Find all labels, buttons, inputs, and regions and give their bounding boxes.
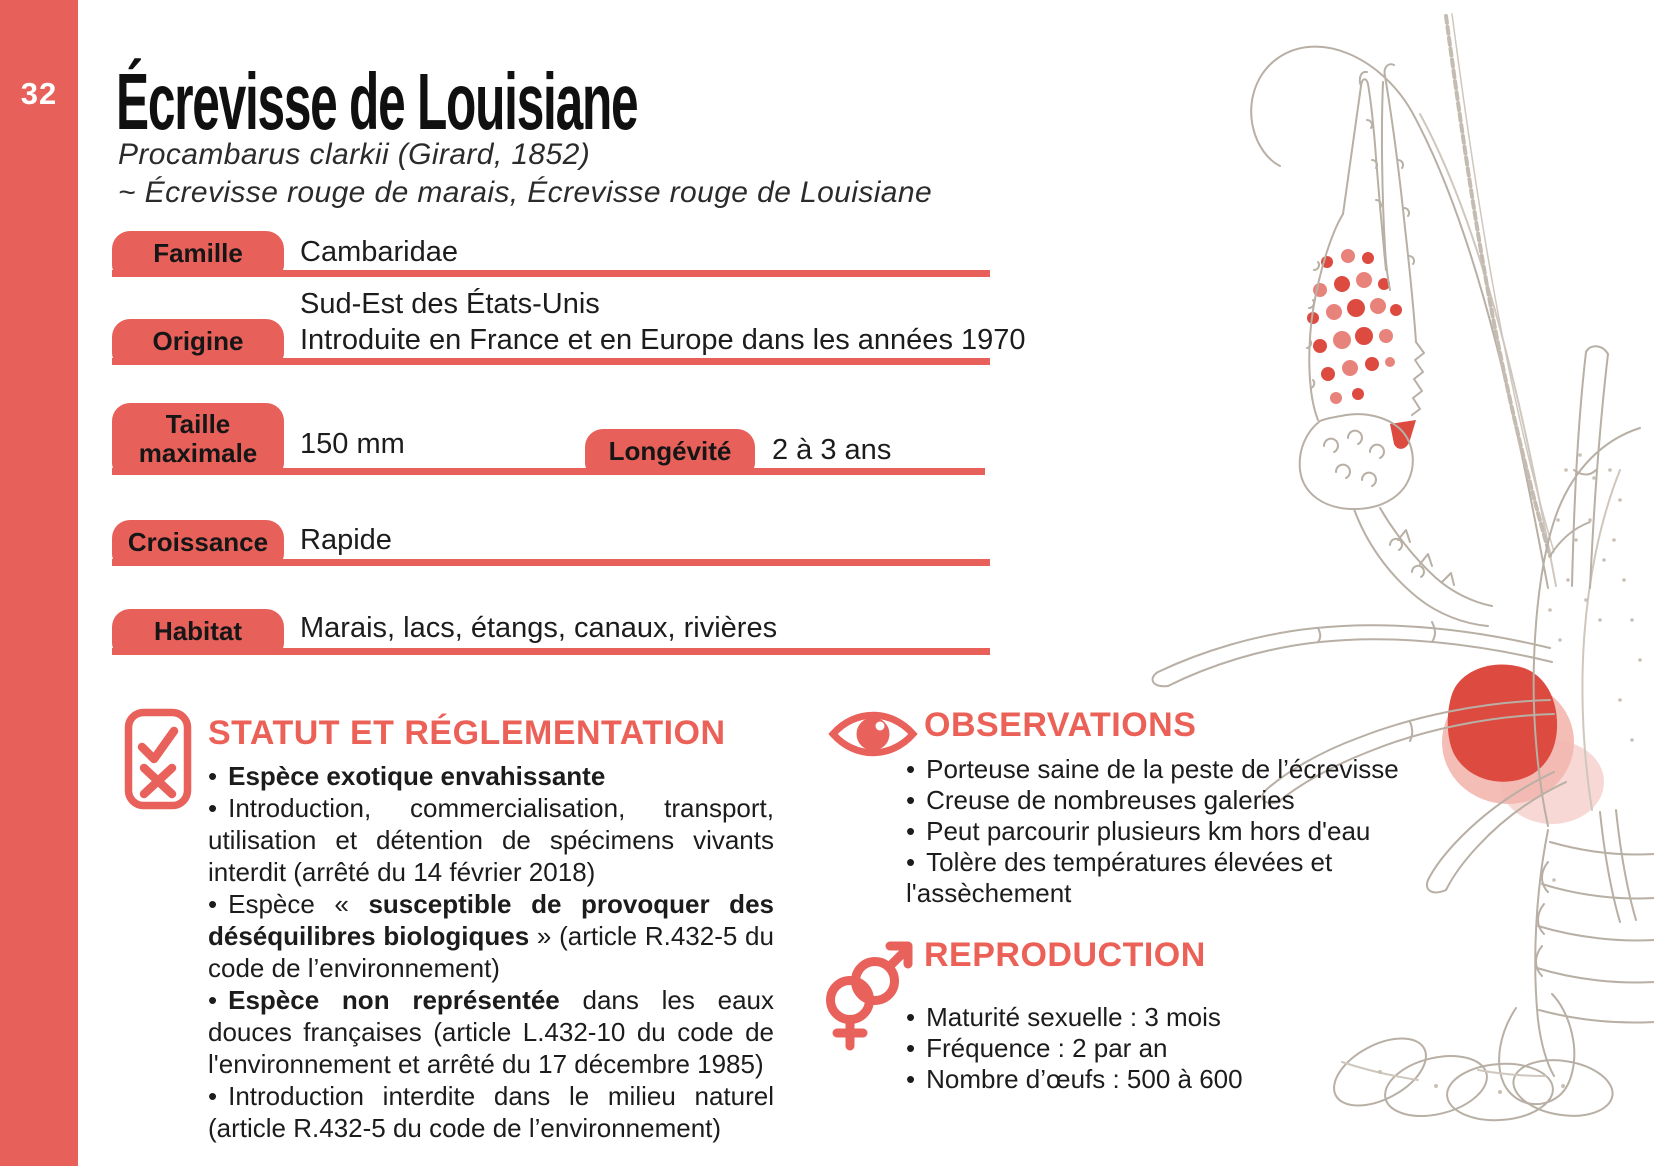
male-female-icon [820,934,916,1052]
reproduction-bullet-1: • Maturité sexuelle : 3 mois [906,1002,1386,1033]
origine-label: Origine [152,326,244,357]
observations-bullet-3: • Peut parcourir plusieurs km hors d'eau [906,816,1411,847]
page-edge-bar [0,0,78,1166]
observations-heading: OBSERVATIONS [924,706,1197,744]
taille-label-line1: Taille [165,408,231,439]
reproduction-heading: REPRODUCTION [924,936,1206,974]
statut-heading: STATUT ET RÉGLEMENTATION [208,714,726,752]
taille-value: 150 mm [300,428,405,460]
origine-value-line2: Introduite en France et en Europe dans les années 1970 [300,324,1026,356]
statut-bullet-2: • Introduction, commercialisation, transport, utilisation et détention de spécimens vivants interdit (arrêté du 14 février 2018) [208,792,774,888]
observations-bullet-2: • Creuse de nombreuses galeries [906,785,1411,816]
famille-label: Famille [153,238,243,269]
page-title: Écrevisse de Louisiane [116,57,638,146]
origine-tab [112,319,284,365]
reproduction-bullet-2: • Fréquence : 2 par an [906,1033,1386,1064]
page-number: 32 [20,76,58,111]
croissance-label: Croissance [127,527,269,558]
observations-bullet-4: • Tolère des températures élevées et l'assèchement [906,847,1411,909]
croissance-value: Rapide [300,524,392,556]
habitat-tab [112,609,284,655]
longevite-label: Longévité [608,436,732,467]
statut-bullets [208,760,774,1144]
croissance-tab [112,520,284,566]
origine-value-line1: Sud-Est des États-Unis [300,288,600,320]
reproduction-bullets [906,1002,1386,1095]
famille-tab [112,231,284,277]
scientific-name: Procambarus clarkii (Girard, 1852) [118,138,591,171]
famille-value: Cambaridae [300,236,458,268]
checklist-icon [124,708,192,810]
common-names: ~ Écrevisse rouge de marais, Écrevisse rouge de Louisiane [118,176,933,209]
longevite-tab [585,429,755,475]
habitat-label: Habitat [153,616,243,647]
observations-bullets [906,754,1411,909]
reproduction-bullet-3: • Nombre d’œufs : 500 à 600 [906,1064,1386,1095]
eye-icon [828,706,918,762]
taille-label-line2: maximale [138,438,258,468]
longevite-value: 2 à 3 ans [772,434,892,466]
statut-bullet-3: • Espèce « susceptible de provoquer des déséquilibres biologiques » (article R.432-5 du code de l’environnement) [208,888,774,984]
habitat-value: Marais, lacs, étangs, canaux, rivières [300,612,778,644]
statut-bullet-1: • Espèce exotique envahissante [208,760,774,792]
statut-bullet-4: • Espèce non représentée dans les eaux douces françaises (article L.432-10 du code de l'environnement et arrêté du 17 décembre 1985) [208,984,774,1080]
observations-bullet-1: • Porteuse saine de la peste de l’écrevisse [906,754,1411,785]
statut-bullet-5: • Introduction interdite dans le milieu naturel (article R.432-5 du code de l’environnement) [208,1080,774,1144]
taille-maximale-tab [112,403,284,475]
